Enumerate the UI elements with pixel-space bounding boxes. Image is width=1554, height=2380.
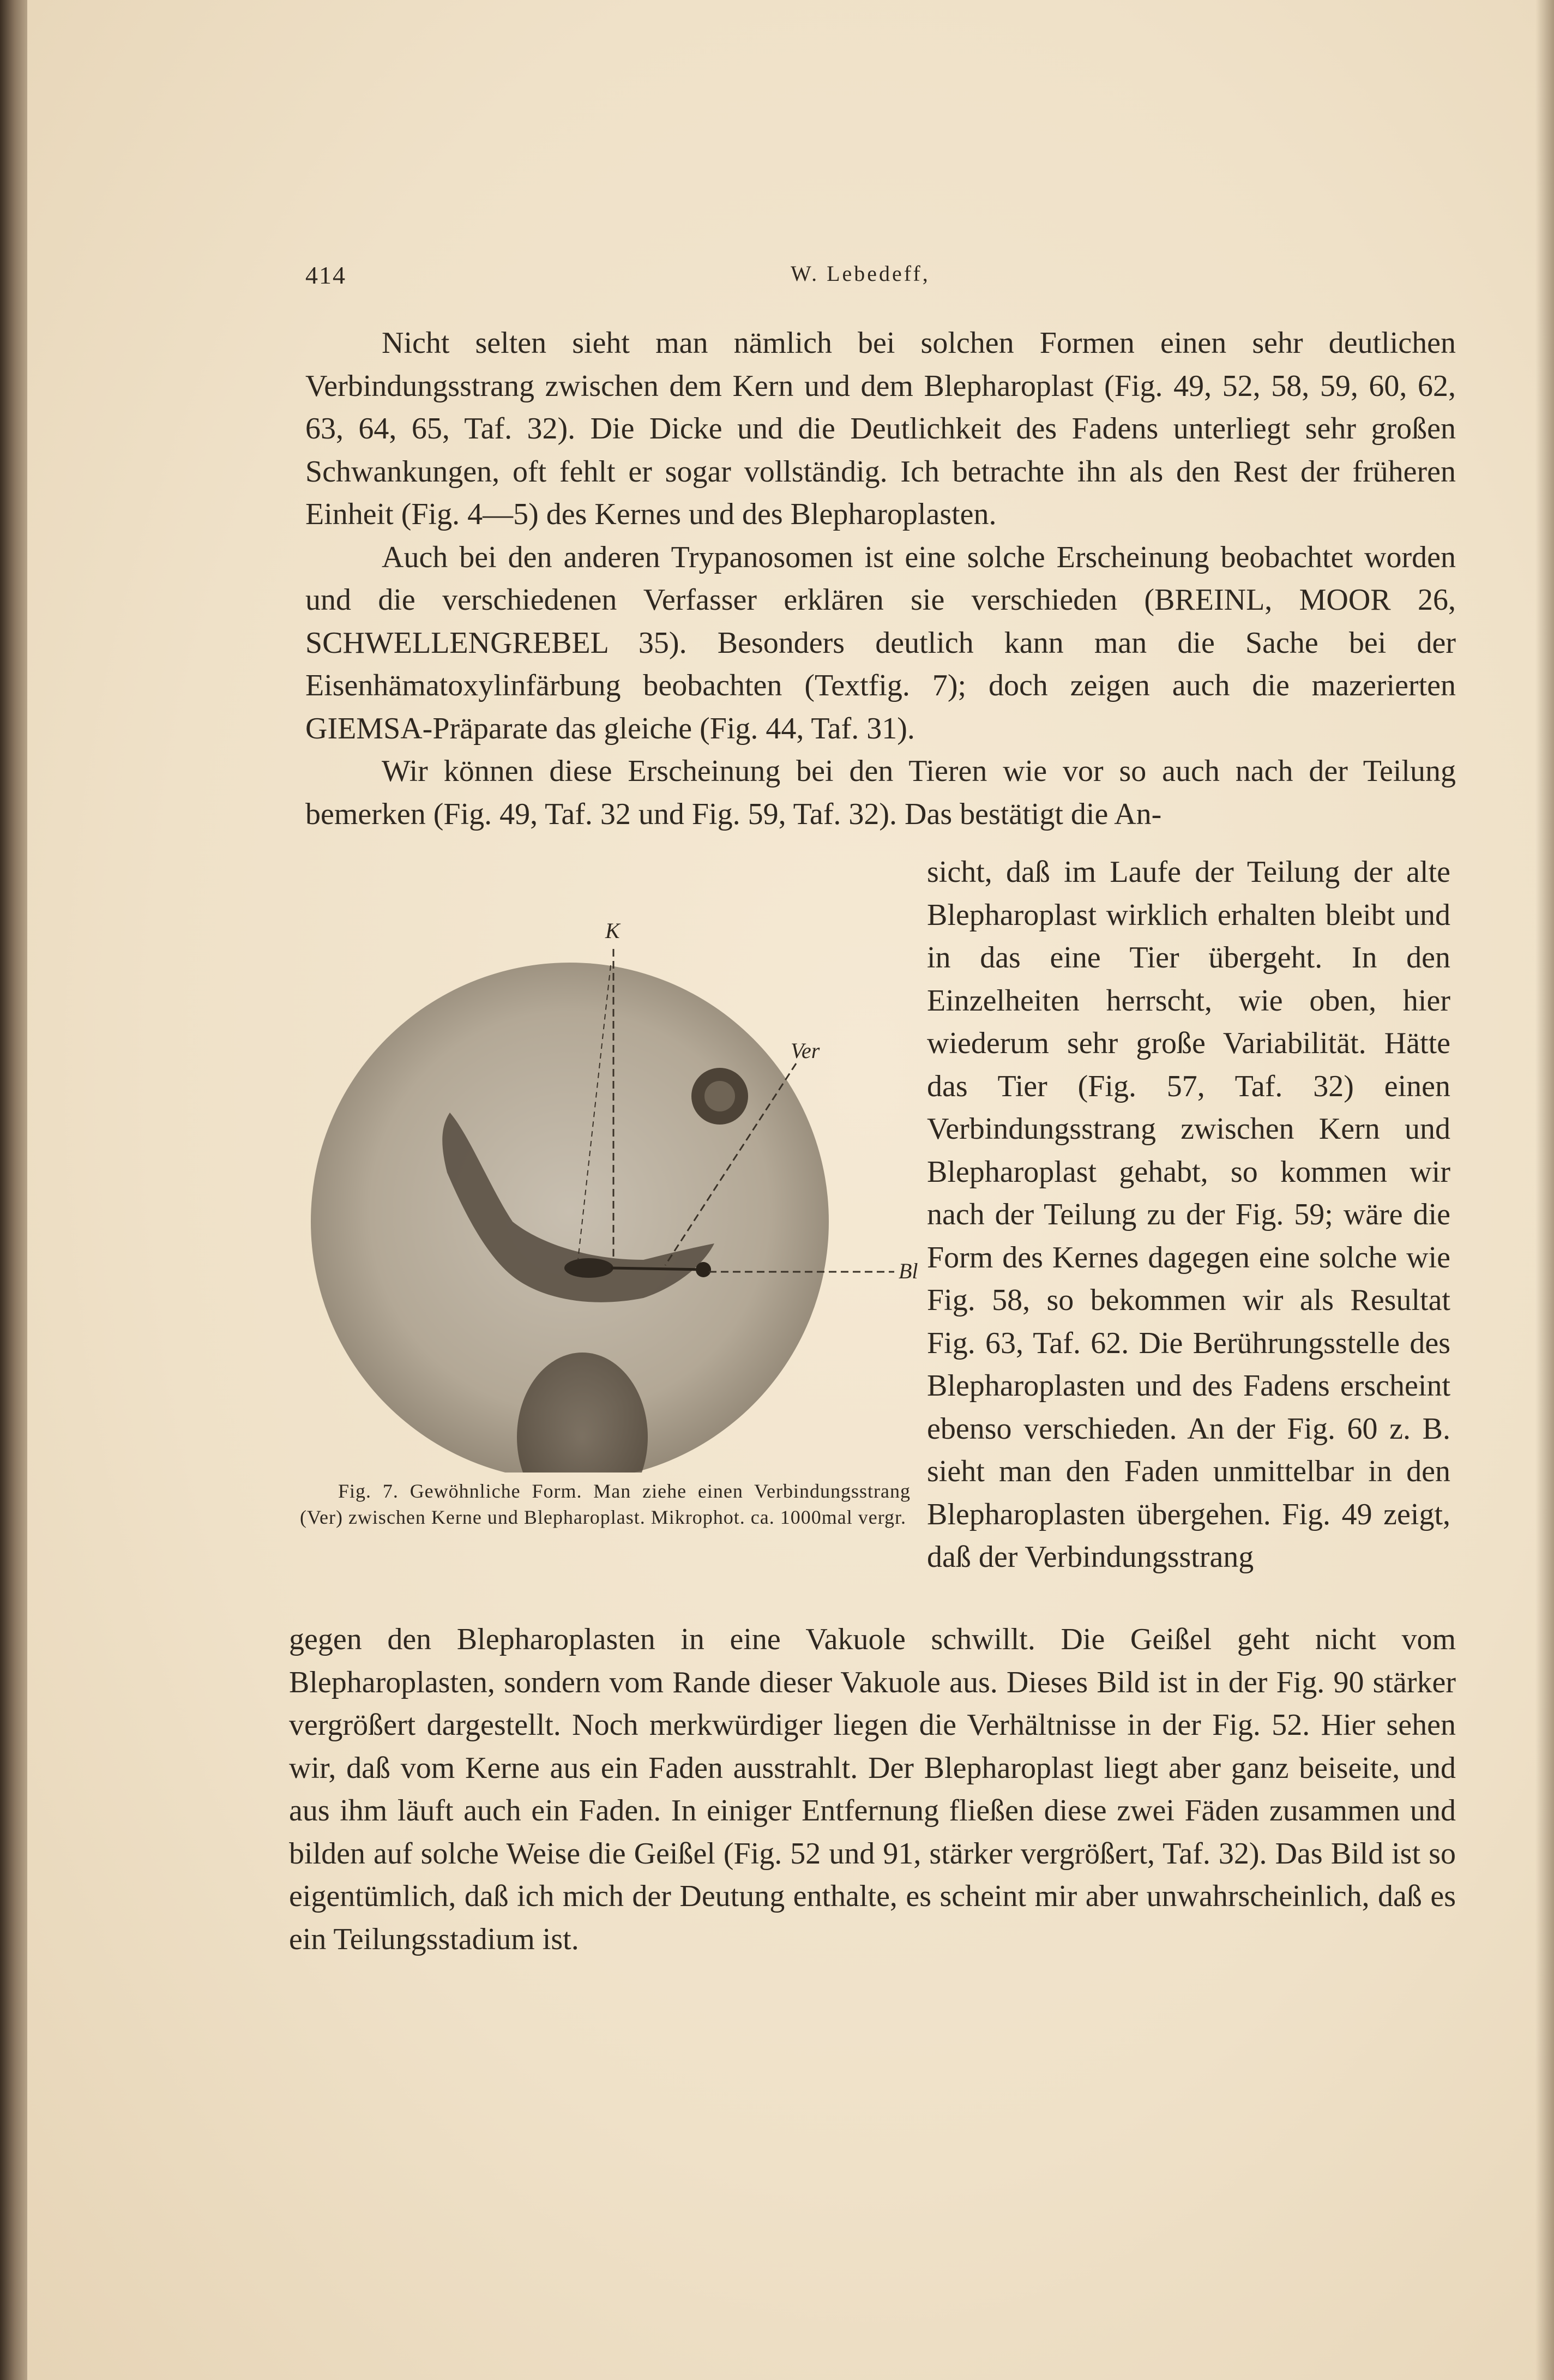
figure-7 [284, 884, 927, 1592]
label-ver: Ver [791, 1038, 820, 1063]
paragraph-2: Auch bei den anderen Trypanosomen ist eine solche Erscheinung beobachtet worden und die verschiedenen Verfasser erklären sie verschieden (BREINL, MOOR 26, SCHWELLENGREBEL 35). Besonders deutlich kann man die Sache bei der Eisenhämatoxylinfärbung beobachten (Textfig. 7); doch zeigen auch die mazerierten GIEMSA-Präparate das gleiche (Fig. 44, Taf. 31). [305, 540, 1456, 746]
text-block-bottom [289, 1618, 1456, 1961]
running-head: W. Lebedeff, [791, 261, 930, 286]
page-edge-shadow [1535, 0, 1554, 2380]
figure-caption: Fig. 7. Gewöhnliche Form. Man ziehe einen Verbindungsstrang (Ver) zwischen Kerne und Blepharoplast. Mikrophot. ca. 1000mal vergr. [300, 1480, 911, 1528]
paragraph-beside-figure: sicht, daß im Laufe der Teilung der alte Blepharoplast wirklich erhalten bleibt und in das eine Tier übergeht. In den Einzelheiten herrscht, wie oben, hier wiederum sehr große Variabilität. Hätte das Tier (Fig. 57, Taf. 32) einen Verbindungsstrang zwischen Kern und Blepharoplast gehabt, so kommen wir nach der Teilung zu der Fig. 59; wäre die Form des Kernes dagegen eine solche wie Fig. 58, so bekommen wir als Resultat Fig. 63, Taf. 62. Die Berührungsstelle des Blepharoplasten und des Fadens erscheint ebenso verschieden. An der Fig. 60 z. B. sieht man den Faden unmittelbar in den Blepharoplasten übergehen. Fig. 49 zeigt, daß der Verbindungsstrang [927, 855, 1450, 1574]
label-k: K [605, 918, 620, 943]
page-number: 414 [305, 261, 346, 289]
paragraph-3: Wir können diese Erscheinung bei den Tieren wie vor so auch nach der Teilung bemerken (Fig. 49, Taf. 32 und Fig. 59, Taf. 32). Das bestätigt die An- [305, 754, 1456, 831]
text-block-top [305, 322, 1456, 836]
micrograph [284, 884, 927, 1473]
page-header [305, 261, 1450, 293]
paragraph-1: Nicht selten sieht man nämlich bei solchen Formen einen sehr deutlichen Verbindungsstrang zwischen dem Kern und dem Blepharoplast (Fig. 49, 52, 58, 59, 60, 62, 63, 64, 65, Taf. 32). Die Dicke und die Deutlichkeit des Fadens unterliegt sehr großen Schwankungen, oft fehlt er sogar vollständig. Ich betrachte ihn als den Rest der früheren Einheit (Fig. 4—5) des Kernes und des Blepharoplasten. [305, 326, 1456, 531]
nucleus [564, 1258, 613, 1278]
paragraph-bottom: gegen den Blepharoplasten in eine Vakuole schwillt. Die Geißel geht nicht vom Blepharoplasten, sondern vom Rande dieser Vakuole aus. Dieses Bild ist in der Fig. 90 stärker vergrößert dargestellt. Noch merkwürdiger liegen die Verhältnisse in der Fig. 52. Hier sehen wir, daß vom Kerne aus ein Faden ausstrahlt. Der Blepharoplast liegt aber ganz beiseite, und aus ihm läuft auch ein Faden. In einiger Entfernung fließen diese zwei Fäden zusammen und bilden auf solche Weise die Geißel (Fig. 52 und 91, stärker vergrößert, Taf. 32). Das Bild ist so eigentümlich, daß ich mich der Deutung enthalte, es scheint mir aber unwahrscheinlich, daß es ein Teilungsstadium ist. [289, 1622, 1456, 1956]
label-bl: Bl [899, 1259, 918, 1283]
connecting-strand [611, 1268, 703, 1270]
